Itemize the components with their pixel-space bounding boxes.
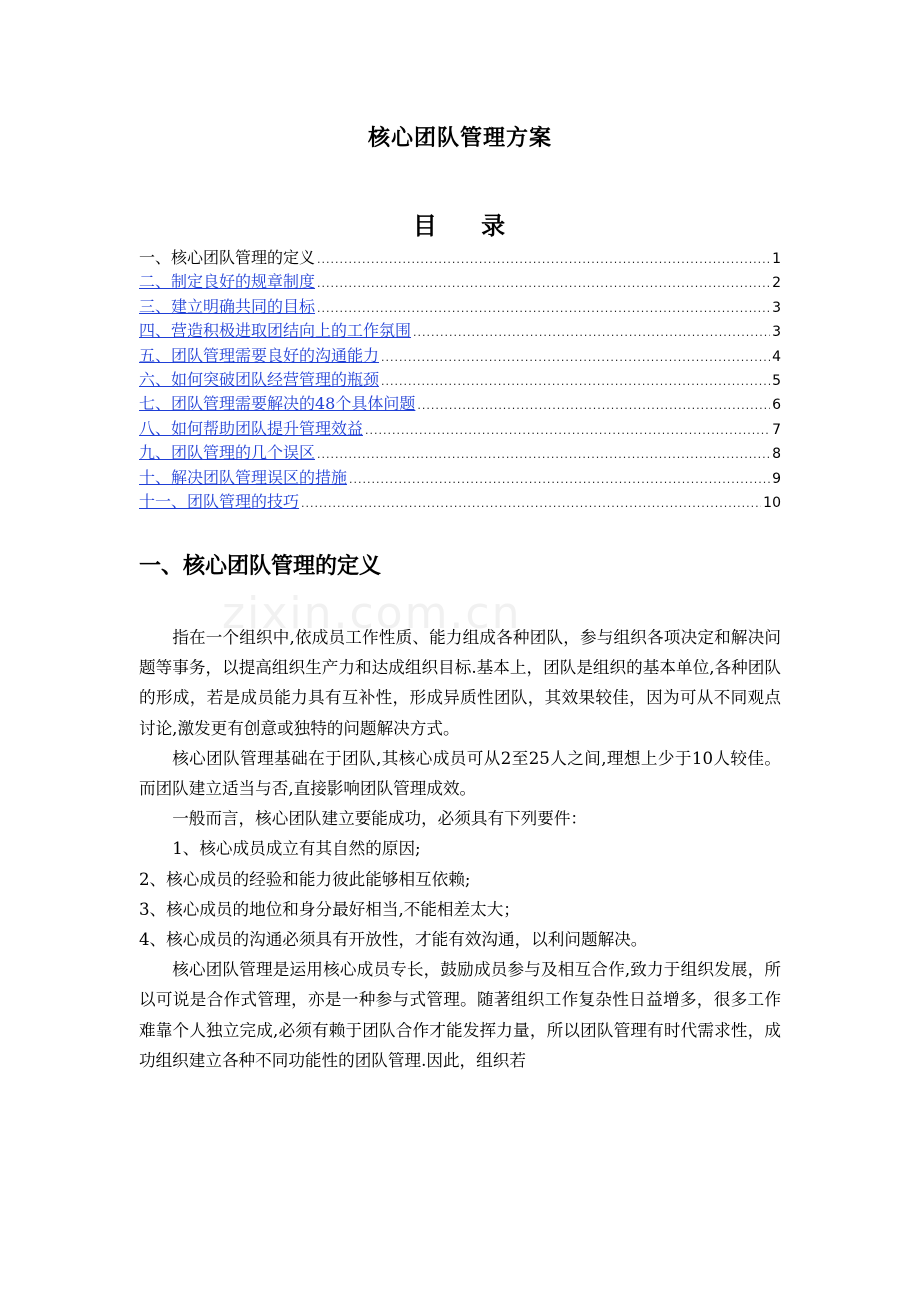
toc-entry-page: 10 <box>763 494 781 511</box>
toc-entry <box>139 246 781 270</box>
section-heading: 一、核心团队管理的定义 <box>139 554 382 579</box>
paragraph: 指在一个组织中,依成员工作性质、能力组成各种团队，参与组织各项决定和解决问题等事务，以提高组织生产力和达成组织目标.基本上，团队是组织的基本单位,各种团队的形成，若是成员能力具有互补性，形成异质性团队，其效果较佳，因为可从不同观点讨论,激发更有创意或独特的问题解决方式。 <box>139 628 781 738</box>
toc-leader-dots <box>317 443 770 467</box>
toc-entry[interactable] <box>139 368 781 392</box>
toc-entry[interactable] <box>139 490 781 514</box>
toc-entry-page: 2 <box>772 275 781 292</box>
watermark: zixin.com.cn <box>222 588 522 639</box>
toc-leader-dots <box>365 419 770 443</box>
toc-entry[interactable] <box>139 466 781 490</box>
toc-leader-dots <box>317 248 770 272</box>
paragraph: 1、核心成员成立有其自然的原因; <box>172 839 421 859</box>
toc-entry-page: 9 <box>772 470 781 487</box>
toc-entry-page: 3 <box>772 324 781 341</box>
toc-entry-label[interactable]: 八、如何帮助团队提升管理效益 <box>139 418 364 438</box>
toc-entry-label[interactable]: 十、解决团队管理误区的措施 <box>139 467 348 487</box>
body-text <box>139 623 781 1076</box>
toc-entry-label[interactable]: 六、如何突破团队经营管理的瓶颈 <box>139 369 380 389</box>
toc-entry-page: 5 <box>772 372 781 389</box>
toc-entry-page: 8 <box>772 446 781 463</box>
toc-entry[interactable] <box>139 295 781 319</box>
toc-leader-dots <box>317 297 770 321</box>
toc-entry[interactable] <box>139 392 781 416</box>
toc-entry-label[interactable]: 十一、团队管理的技巧 <box>139 491 300 511</box>
toc-entry-page: 1 <box>772 251 781 267</box>
toc-entry-page: 6 <box>772 397 781 414</box>
toc-entry-label[interactable]: 五、团队管理需要良好的沟通能力 <box>139 345 380 365</box>
toc-leader-dots <box>381 346 770 370</box>
toc-entry-label: 一、核心团队管理的定义 <box>139 248 316 267</box>
toc-entry-label[interactable]: 三、建立明确共同的目标 <box>139 296 316 316</box>
toc-entry[interactable] <box>139 417 781 441</box>
toc-leader-dots <box>301 492 761 516</box>
document-title: 核心团队管理方案 <box>367 126 552 151</box>
toc-entry[interactable] <box>139 270 781 294</box>
toc-heading: 目 录 <box>412 212 524 240</box>
toc-entry[interactable] <box>139 441 781 465</box>
toc-entry-label[interactable]: 四、营造积极进取团结向上的工作氛围 <box>139 321 412 341</box>
paragraph: 一般而言，核心团队建立要能成功，必须具有下列要件： <box>172 809 588 829</box>
table-of-contents <box>139 246 781 514</box>
toc-entry-page: 3 <box>772 299 781 316</box>
paragraph: 2、核心成员的经验和能力彼此能够相互依赖; <box>139 869 471 889</box>
paragraph: 4、核心成员的沟通必须具有开放性，才能有效沟通，以利问题解决。 <box>139 930 648 950</box>
toc-leader-dots <box>317 272 770 296</box>
paragraph: 3、核心成员的地位和身分最好相当,不能相差太大； <box>139 899 520 919</box>
toc-entry-label[interactable]: 七、团队管理需要解决的48个具体问题 <box>139 394 416 414</box>
toc-entry[interactable] <box>139 319 781 343</box>
toc-entry-label[interactable]: 二、制定良好的规章制度 <box>139 272 316 292</box>
toc-entry-page: 7 <box>772 421 781 438</box>
toc-leader-dots <box>381 370 770 394</box>
toc-entry-page: 4 <box>772 348 781 365</box>
toc-entry[interactable] <box>139 344 781 368</box>
paragraph: 核心团队管理是运用核心成员专长，鼓励成员参与及相互合作,致力于组织发展，所以可说是合作式管理，亦是一种参与式管理。随著组织工作复杂性日益增多，很多工作难靠个人独立完成,必须有赖于团队合作才能发挥力量，所以团队管理有时代需求性，成功组织建立各种不同功能性的团队管理.因此，组织若 <box>139 960 781 1070</box>
toc-entry-label[interactable]: 九、团队管理的几个误区 <box>139 443 316 463</box>
toc-leader-dots <box>413 321 770 345</box>
paragraph: 核心团队管理基础在于团队,其核心成员可从2至25人之间,理想上少于10人较佳。而团队建立适当与否,直接影响团队管理成效。 <box>139 748 781 799</box>
toc-leader-dots <box>349 468 770 492</box>
toc-leader-dots <box>417 394 770 418</box>
